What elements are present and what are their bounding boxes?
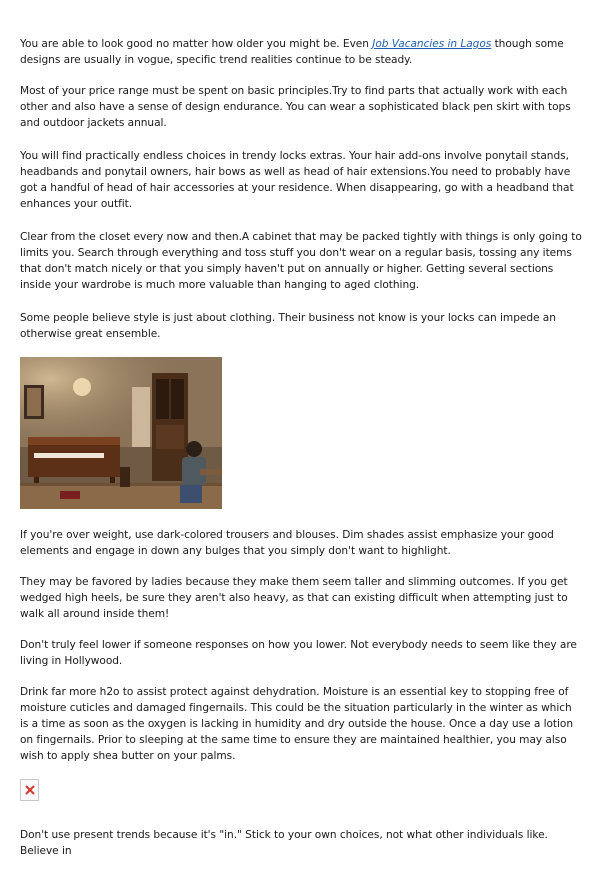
paragraph-4: Clear from the closet every now and then.A cabinet that may be packed tightly with things is only going to limits you. Search through everything and toss stuff you don't wear on a regular basis, tossing any items that don't match nicely or that you simply haven't put on annually or higher. Getting several sections inside your wardrobe is much more valuable than hanging to aged clothing. [20,231,582,291]
paragraph-6: If you're over weight, use dark-colored trousers and blouses. Dim shades assist emphasize your good elements and engage in down any bulges that you simply don't want to highlight. [20,529,554,557]
broken-image-x-icon [25,785,35,795]
article-body [20,36,582,874]
room-photo-drawing [20,357,222,509]
paragraph-5: Some people believe style is just about clothing. Their business not know is your locks can impede an otherwise great ensemble. [20,312,556,340]
paragraph-9: Drink far more h2o to assist protect against dehydration. Moisture is an essential key to stopping free of moisture cuticles and damaged fingernails. This could be the situation particularly in the winter as which is a time as soon as the oxygen is lacking in humidity and dry outside the house. Once a day use a lotion on fingernails. Prior to sleeping at the same time to ensure they are maintained healthier, you may also wish to apply shea butter on your palms. [20,686,574,762]
paragraph-3: You will find practically endless choices in trendy locks extras. Your hair add-ons involve ponytail stands, headbands and ponytail owners, hair bows as well as head of hair extensions.You need to probably have got a handful of head of hair accessories at your residence. When disappearing, go with a headband that enhances your outfit. [20,150,574,210]
broken-image-icon [20,779,39,801]
paragraph-1-text-a: You are able to look good no matter how older you might be. Even [20,38,373,50]
room-photo [20,357,222,509]
paragraph-2: Most of your price range must be spent on basic principles.Try to find parts that actually work with each other and also have a sense of design endurance. You can wear a sophisticated black pen skirt with tops and outdoor jackets annual. [20,85,571,129]
paragraph-10: Don't use present trends because it's "in." Stick to your own choices, not what other individuals like. Believe in [20,829,548,857]
paragraph-1-text-b: though some designs are usually in vogue, specific trend realities continue to be steady. [20,38,564,66]
paragraph-7: They may be favored by ladies because they make them seem taller and slimming outcomes. If you get wedged high heels, be sure they aren't also heavy, as that can existing difficult when attempting just to walk all around inside them! [20,576,568,620]
paragraph-8: Don't truly feel lower if someone responses on how you lower. Not everybody needs to seem like they are living in Hollywood. [20,639,577,667]
job-vacancies-link[interactable]: Job Vacancies in Lagos [372,38,492,50]
paragraph-1 [20,36,582,68]
